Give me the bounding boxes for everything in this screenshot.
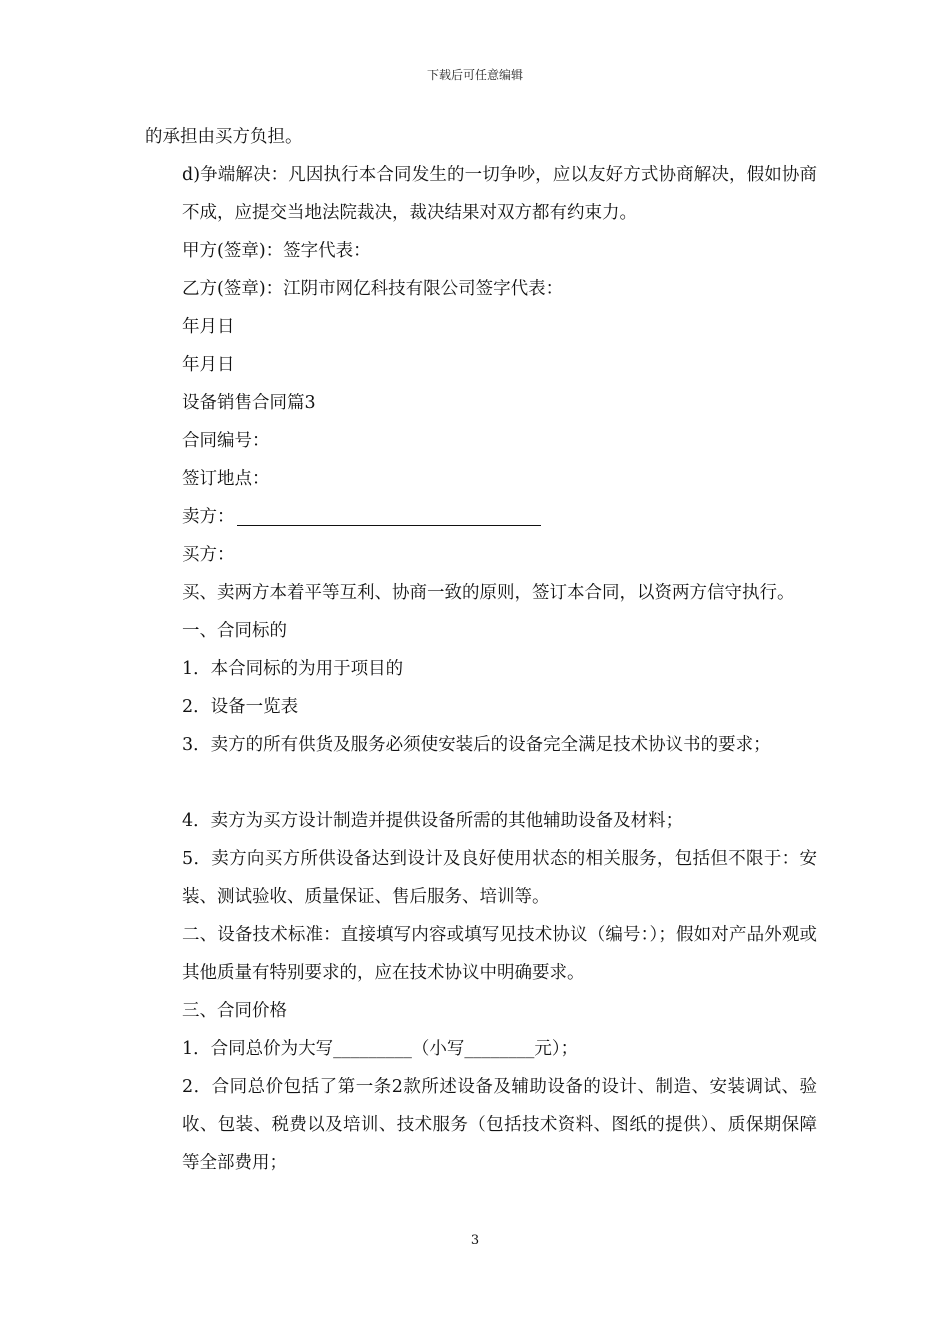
paragraph-signing-location: 签订地点：: [182, 469, 270, 489]
paragraph-buyer: 买方：: [182, 545, 235, 565]
price-item-1: 1．合同总价为大写_________（小写________元）；: [182, 1039, 579, 1059]
paragraph-date-2: 年月日: [182, 355, 235, 375]
list-item-2: 2．设备一览表: [182, 697, 299, 717]
paragraph-contract-number: 合同编号：: [182, 431, 270, 451]
document-body: [145, 118, 817, 1182]
list-item-4: 4．卖方为买方设计制造并提供设备所需的其他辅助设备及材料；: [182, 811, 684, 831]
page-header: 下载后可任意编辑: [426, 68, 523, 82]
section-heading-technical-standard: 二、设备技术标准：直接填写内容或填写见技术协议（编号：）；假如对产品外观或其他质量有特别要求的，应在技术协议中明确要求。: [182, 925, 817, 983]
page-number: 3: [470, 1233, 480, 1248]
section-title-contract-3: 设备销售合同篇3: [182, 393, 316, 413]
paragraph-party-a-signature: 甲方(签章)：签字代表：: [182, 241, 371, 261]
paragraph-cost-burden: 的承担由买方负担。: [145, 127, 303, 147]
paragraph-party-b-signature: 乙方(签章)：江阴市网亿科技有限公司签字代表：: [182, 279, 564, 299]
seller-blank-line: [237, 524, 541, 526]
paragraph-date-1: 年月日: [182, 317, 235, 337]
paragraph-seller: [145, 498, 817, 536]
list-item-1: 1．本合同标的为用于项目的: [182, 659, 404, 679]
seller-label: 卖方：: [182, 507, 235, 527]
price-item-2: 2．合同总价包括了第一条2款所述设备及辅助设备的设计、制造、安装调试、验收、包装、税费以及培训、技术服务（包括技术资料、图纸的提供）、质保期保障等全部费用；: [182, 1077, 817, 1173]
list-item-5: 5．卖方向买方所供设备达到设计及良好使用状态的相关服务，包括但不限于：安装、测试验收、质量保证、售后服务、培训等。: [182, 849, 817, 907]
section-heading-subject: 一、合同标的: [182, 621, 287, 641]
paragraph-dispute-resolution: d)争端解决：凡因执行本合同发生的一切争吵，应以友好方式协商解决，假如协商不成，应提交当地法院裁决，裁决结果对双方都有约束力。: [182, 165, 817, 223]
list-item-3: 3．卖方的所有供货及服务必须使安装后的设备完全满足技术协议书的要求；: [182, 735, 771, 755]
spacer: [145, 764, 817, 802]
section-heading-price: 三、合同价格: [182, 1001, 287, 1021]
paragraph-principle: 买、卖两方本着平等互利、协商一致的原则，签订本合同，以资两方信守执行。: [182, 583, 795, 603]
